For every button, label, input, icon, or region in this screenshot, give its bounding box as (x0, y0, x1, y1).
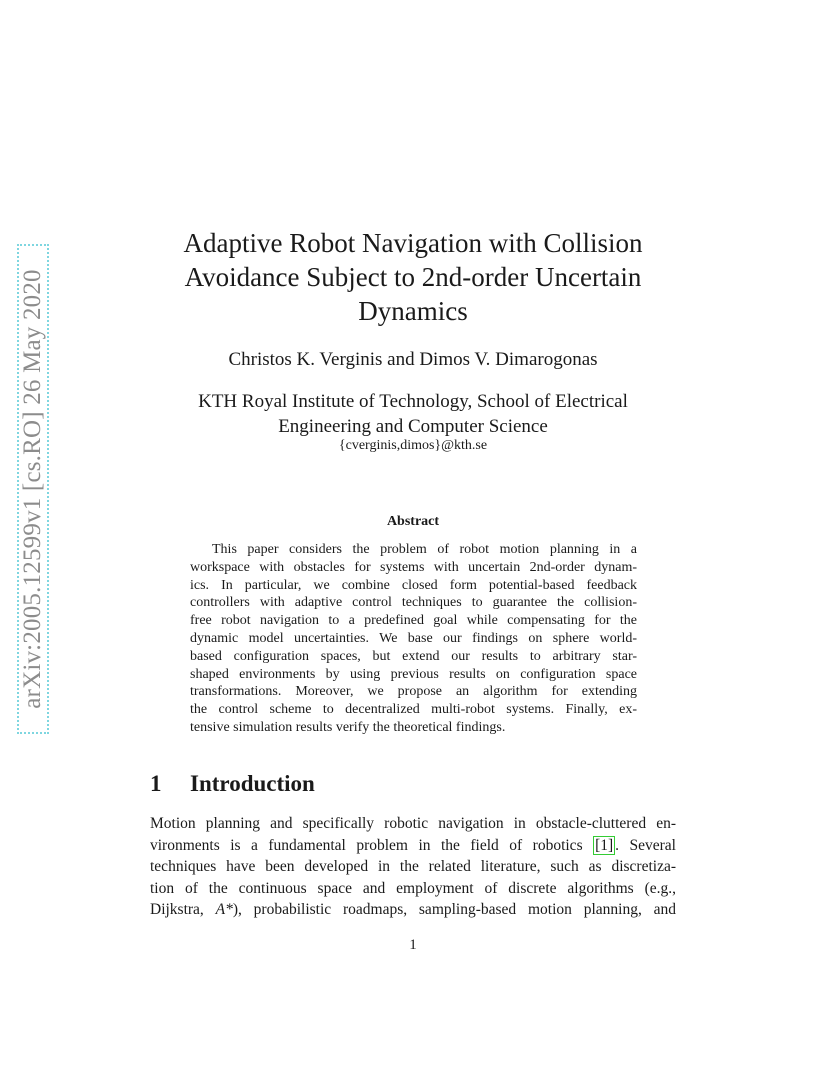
title-line: Avoidance Subject to 2nd-order Uncertain (184, 262, 642, 292)
intro-paragraph (150, 813, 676, 921)
section-heading (150, 770, 315, 798)
intro-text: ), probabilistic roadmaps, sampling-based motion planning, and (232, 901, 677, 918)
author-list: Christos K. Verginis and Dimos V. Dimarogonas (228, 349, 598, 370)
abstract-line: based configuration spaces, but extend our results to arbitrary star- (190, 648, 637, 664)
intro-text: Dijkstra, (150, 901, 216, 918)
section-number: 1 (150, 771, 162, 796)
intro-line (150, 835, 676, 857)
intro-line (150, 899, 676, 921)
abstract-line: the control scheme to decentralized multi-robot systems. Finally, ex- (190, 702, 637, 718)
abstract-body (190, 541, 637, 737)
intro-line: techniques have been developed in the related literature, such as discretiza- (150, 858, 676, 875)
abstract-line: ics. In particular, we combine closed form potential-based feedback (190, 577, 637, 593)
abstract-line: shaped environments by using previous results on configuration space (190, 666, 637, 682)
affiliation (150, 389, 676, 439)
abstract-line: tensive simulation results verify the theoretical findings. (190, 719, 506, 735)
intro-line: tion of the continuous space and employment of discrete algorithms (e.g., (150, 879, 676, 897)
paper-title (150, 226, 676, 328)
arxiv-identifier[interactable]: arXiv:2005.12599v1 [cs.RO] 26 May 2020 (19, 269, 46, 709)
intro-line: Motion planning and specifically robotic navigation in obstacle-cluttered en- (150, 815, 676, 832)
math-a-star: A* (215, 901, 233, 918)
abstract-line: controllers with adaptive control techniques to guarantee the collision- (190, 595, 637, 611)
title-line: Adaptive Robot Navigation with Collision (183, 228, 643, 258)
affiliation-line: KTH Royal Institute of Technology, School of Electrical (198, 391, 628, 412)
abstract-line: transformations. Moreover, we propose an algorithm for extending (190, 684, 637, 700)
affiliation-line: Engineering and Computer Science (278, 416, 548, 437)
title-line: Dynamics (358, 296, 468, 326)
page-number: 1 (409, 937, 417, 953)
author-email: {cverginis,dimos}@kth.se (338, 438, 488, 453)
abstract-heading: Abstract (386, 514, 440, 529)
abstract-line: free robot navigation to a predefined goal while compensating for the (190, 613, 637, 629)
abstract-line: dynamic model uncertainties. We base our findings on sphere world- (190, 630, 637, 646)
section-title: Introduction (190, 771, 315, 796)
abstract-line: This paper considers the problem of robot motion planning in a (212, 542, 637, 557)
arxiv-stamp[interactable] (17, 244, 49, 734)
intro-text: . Several (615, 836, 676, 854)
citation-link[interactable]: [1] (595, 836, 614, 854)
intro-text: vironments is a fundamental problem in the field of robotics (150, 836, 594, 854)
abstract-line: workspace with obstacles for systems with uncertain 2nd-order dynam- (190, 559, 637, 575)
